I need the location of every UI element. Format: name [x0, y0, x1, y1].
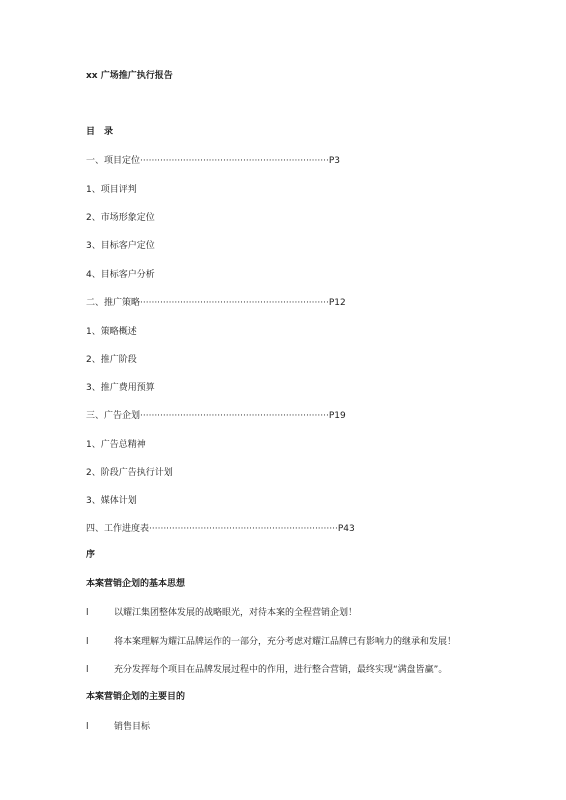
toc-page-number: P3: [328, 156, 340, 166]
toc-item-6[interactable]: [86, 297, 346, 309]
toc-item-2[interactable]: 1、项目评判: [86, 185, 137, 195]
toc-item-label: 四、工作进度表: [86, 524, 150, 534]
bullet-text: 以耀江集团整体发展的战略眼光，对待本案的全程营销企划！: [114, 608, 358, 618]
bullet-marker: l: [86, 665, 89, 675]
toc-leader-dots: ··································································: [140, 298, 329, 308]
toc-item-13[interactable]: 3、媒体计划: [86, 496, 137, 506]
section-heading-main-purpose: 本案营销企划的主要目的: [86, 692, 186, 702]
toc-leader-dots: ··································································: [140, 156, 329, 166]
toc-item-label: 三、广告企划: [86, 411, 141, 421]
bullet-text: 充分发挥每个项目在品牌发展过程中的作用，进行整合营销，最终实现“满盘皆赢”。: [114, 665, 448, 675]
toc-item-8[interactable]: 2、推广阶段: [86, 355, 137, 365]
toc-page-number: P43: [337, 524, 355, 534]
bullet-marker: l: [86, 637, 89, 647]
toc-page-number: P19: [328, 411, 346, 421]
toc-item-7[interactable]: 1、策略概述: [86, 327, 137, 337]
toc-item-11[interactable]: 1、广告总精神: [86, 440, 146, 450]
toc-leader-dots: ··································································: [140, 411, 329, 421]
toc-item-9[interactable]: 3、推广费用预算: [86, 383, 155, 393]
toc-item-label: 一、项目定位: [86, 156, 141, 166]
bullet-text: 将本案理解为耀江品牌运作的一部分，充分考虑对耀江品牌已有影响力的继承和发展！: [114, 637, 457, 647]
preface-heading: 序: [86, 550, 96, 560]
toc-item-12[interactable]: 2、阶段广告执行计划: [86, 468, 173, 478]
toc-item-1[interactable]: [86, 155, 340, 167]
toc-item-label: 二、推广策略: [86, 298, 141, 308]
toc-item-14[interactable]: [86, 523, 355, 535]
document-title: xx 广场推广执行报告: [86, 71, 173, 81]
toc-item-5[interactable]: 4、目标客户分析: [86, 270, 155, 280]
toc-item-4[interactable]: 3、目标客户定位: [86, 241, 155, 251]
toc-item-3[interactable]: 2、市场形象定位: [86, 213, 155, 223]
toc-heading: 目 录: [86, 127, 114, 137]
bullet-text: 销售目标: [114, 722, 151, 732]
bullet-marker: l: [86, 722, 89, 732]
toc-page-number: P12: [328, 298, 346, 308]
toc-leader-dots: ··································································: [149, 524, 338, 534]
toc-item-10[interactable]: [86, 410, 346, 422]
section-heading-basic-ideas: 本案营销企划的基本思想: [86, 579, 186, 589]
bullet-marker: l: [86, 608, 89, 618]
